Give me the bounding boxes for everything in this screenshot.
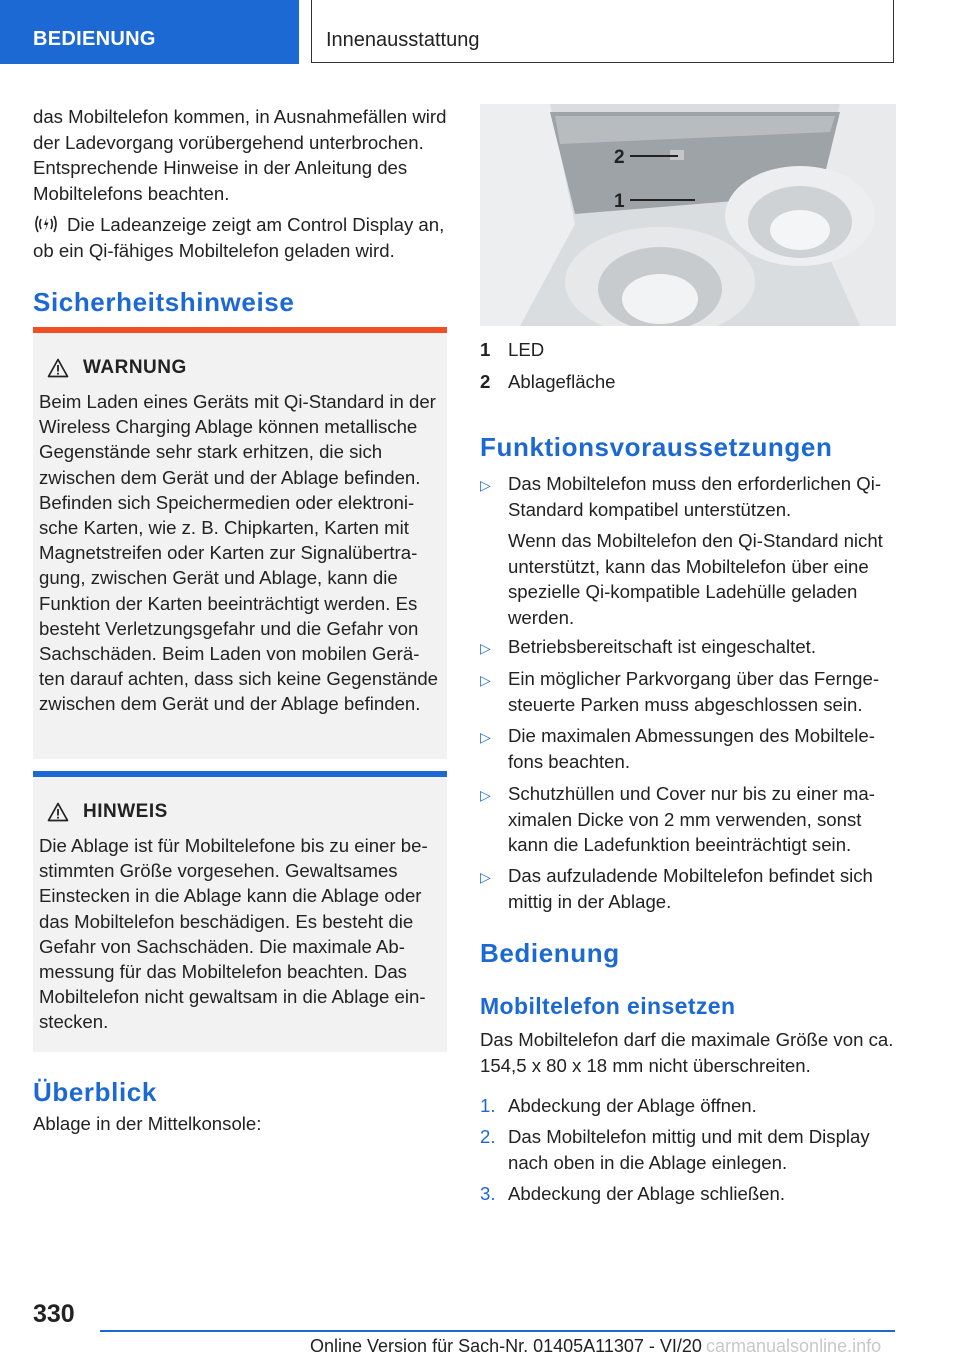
list-item-text: Ein möglicher Parkvorgang über das Ferngesteuerte Parken muss abgeschlossen sein. xyxy=(508,668,880,715)
step-text: Abdeckung der Ablage öffnen. xyxy=(508,1095,757,1116)
step-text: Abdeckung der Ablage schließen. xyxy=(508,1183,786,1204)
step-text: Das Mobiltelefon mittig und mit dem Display nach oben in die Ablage einlegen. xyxy=(508,1126,870,1173)
console-illustration xyxy=(480,104,896,326)
warning-triangle-icon xyxy=(47,802,69,822)
warning-triangle-icon xyxy=(47,358,69,378)
charge-note xyxy=(33,212,448,263)
step-item xyxy=(480,1093,896,1119)
list-item-text: Das aufzuladende Mobiltelefon befindet sich mittig in der Ablage. xyxy=(508,865,873,912)
operation-subheading: Mobiltelefon einsetzen xyxy=(480,993,736,1019)
list-item-extra: Wenn das Mobiltelefon den Qi-Standard nicht unterstützt, kann das Mobiltelefon über eine spezielle Qi-kompatible Ladehülle geladen werden. xyxy=(508,530,883,628)
step-number: 1. xyxy=(480,1095,496,1116)
operation-heading: Bedienung xyxy=(480,938,620,968)
section-tab xyxy=(0,0,299,64)
list-item-text: Die maximalen Abmessungen des Mobiltelefons beachten. xyxy=(508,725,875,772)
section-title: BEDIENUNG xyxy=(33,28,156,50)
hint-title: HINWEIS xyxy=(83,801,168,822)
page-number: 330 xyxy=(33,1300,75,1328)
step-item xyxy=(480,1181,896,1207)
requirements-heading: Funktionsvoraussetzungen xyxy=(480,432,833,462)
list-item xyxy=(480,723,896,774)
warning-bar xyxy=(33,327,447,333)
overview-heading: Überblick xyxy=(33,1077,157,1107)
console-figure xyxy=(480,104,896,326)
footer-online-version: Online Version für Sach-Nr. 01405A11307 - VI/20 xyxy=(310,1336,702,1356)
bullet-marker: ▷ xyxy=(480,869,491,885)
wireless-charging-icon xyxy=(33,213,59,235)
chapter-header xyxy=(311,0,894,63)
chapter-title: Innenausstattung xyxy=(326,29,480,51)
bullet-marker: ▷ xyxy=(480,787,491,803)
warning-title: WARNUNG xyxy=(83,357,187,378)
legend-number: 1 xyxy=(480,339,491,360)
intro-paragraph: das Mobiltelefon kommen, in Ausnahmefällen wird der Ladevorgang vorübergehend unterbrochen. Entsprechende Hinweise in der Anleitung des Mobiltelefons beachten. xyxy=(33,106,447,204)
list-item xyxy=(480,666,896,717)
list-item xyxy=(480,863,896,914)
list-item xyxy=(480,781,896,858)
step-number: 3. xyxy=(480,1183,496,1204)
bullet-marker: ▷ xyxy=(480,640,491,656)
overview-text: Ablage in der Mittelkonsole: xyxy=(33,1113,262,1134)
footer-divider xyxy=(100,1330,895,1332)
list-item-text: Betriebsbereitschaft ist eingeschaltet. xyxy=(508,636,816,657)
legend-label: Ablagefläche xyxy=(508,371,616,392)
warning-text: Beim Laden eines Geräts mit Qi-Standard in der Wireless Charging Ablage können metallische Gegenstände sehr stark erhitzen, die sich zwischen dem Gerät und der Ablage befinden. Befinden sich Speichermedien oder elektronische Karten, wie z. B. Chipkarten, Karten mit Magnetstreifen oder Karten zur Signalübertragung, zwischen Gerät und Ablage, kann die Funktion der Karten beeinträchtigt werden. Es besteht Verletzungsgefahr und die Gefahr von Sachschäden. Beim Laden von mobilen Geräten darauf achten, dass sich keine Gegenstände zwischen dem Gerät und der Ablage befinden. xyxy=(39,391,439,715)
callout-2: 2 xyxy=(614,147,625,168)
warning-box xyxy=(33,327,447,759)
legend-number: 2 xyxy=(480,371,491,392)
list-item xyxy=(480,471,896,630)
safety-heading: Sicherheitshinweise xyxy=(33,287,295,317)
step-number: 2. xyxy=(480,1126,496,1147)
charge-note-text: Die Ladeanzeige zeigt am Control Display an, ob ein Qi-fähiges Mobiltelefon geladen wird. xyxy=(33,214,445,261)
callout-1: 1 xyxy=(614,191,625,212)
legend-label: LED xyxy=(508,339,545,360)
list-item xyxy=(480,634,896,660)
bullet-marker: ▷ xyxy=(480,477,491,493)
hint-box xyxy=(33,771,447,1052)
hint-bar xyxy=(33,771,447,777)
watermark: carmanualsonline.info xyxy=(706,1336,882,1356)
bullet-marker: ▷ xyxy=(480,729,491,745)
list-item-text: Das Mobiltelefon muss den erforderlichen Qi-Standard kompatibel unterstützen. xyxy=(508,473,882,520)
operation-text: Das Mobiltelefon darf die maximale Größe von ca. 154,5 x 80 x 18 mm nicht überschreiten. xyxy=(480,1029,894,1076)
list-item-text: Schutzhüllen und Cover nur bis zu einer maximalen Dicke von 2 mm verwenden, sonst kann die Ladefunktion beeinträchtigt sein. xyxy=(508,783,875,855)
hint-text: Die Ablage ist für Mobiltelefone bis zu einer bestimmten Größe vorgesehen. Gewaltsames Einstecken in die Ablage kann die Ablage oder das Mobiltelefon beschädigen. Es besteht die Gefahr von Sachschäden. Die maximale Abmessung für das Mobiltelefon beachten. Das Mobiltelefon nicht gewaltsam in die Ablage einstecken. xyxy=(39,835,428,1033)
bullet-marker: ▷ xyxy=(480,672,491,688)
step-item xyxy=(480,1124,896,1175)
